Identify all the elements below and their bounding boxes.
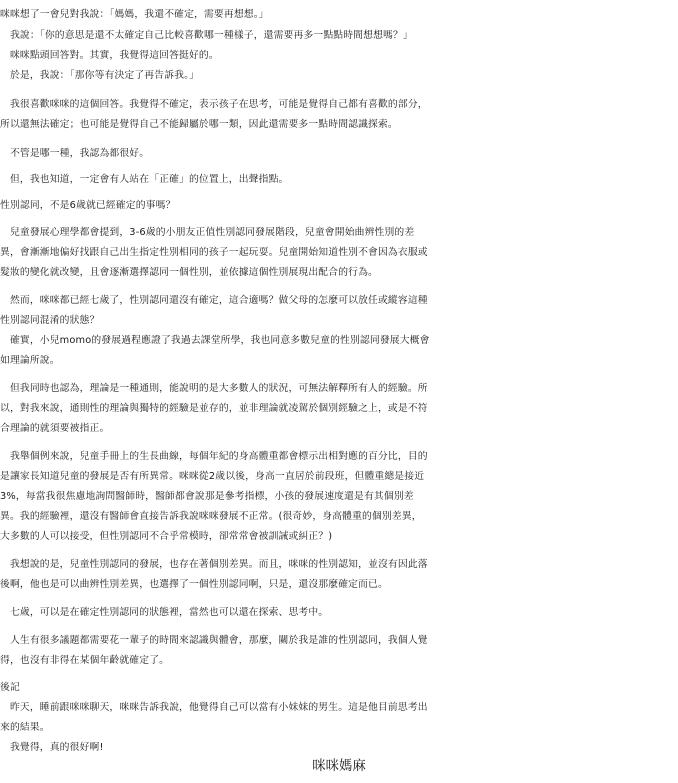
paragraph-line: 昨天，睡前跟咪咪聊天，咪咪告訴我說，他覺得自己可以當有小妹妹的男生。這是他目前思考出 [0, 702, 428, 713]
paragraph-line: 不管是哪一種，我認為都很好。 [0, 148, 150, 159]
paragraph-line: 髮妝的變化就改變，且會逐漸選擇認同一個性別，並依據這個性別展現出配合的行為。 [0, 267, 378, 278]
paragraph-line: 兒童發展心理學都會提到，3-6歲的小朋友正值性別認同發展階段，兒童會開始曲辨性別的差 [0, 227, 415, 238]
paragraph-line: 所以還無法確定；也可能是覺得自己不能歸屬於哪一類，因此還需要多一點時間認識探索。 [0, 119, 398, 130]
paragraph-line: 我說：「你的意思是還不太確定自己比較喜歡哪一種樣子，還需要再多一點點時間想想嗎？」 [0, 30, 413, 41]
paragraph-line: 七歲，可以是在確定性別認同的狀態裡，當然也可以還在探索、思考中。 [0, 607, 329, 618]
signature: 咪咪媽麻 [312, 759, 366, 774]
paragraph-line: 但，我也知道，一定會有人站在「正確」的位置上，出聲指點。 [0, 174, 289, 185]
paragraph-line: 我想說的是，兒童性別認同的發展，也存在著個別差異。而且，咪咪的性別認知，並沒有因此落 [0, 559, 428, 570]
paragraph-line: 然而，咪咪都已經七歲了，性別認同還沒有確定，這合適嗎？做父母的怎麼可以放任或縱容這種 [0, 295, 428, 306]
paragraph-line: 如理論所說。 [0, 355, 60, 366]
section-heading: 後記 [0, 682, 20, 693]
paragraph-line: 於是，我說：「那你等有決定了再告訴我。」 [0, 70, 200, 81]
paragraph-line: 異。我的經驗裡，還沒有醫師會直接告訴我說咪咪發展不正常。(很奇妙，身高體重的個別差異， [0, 511, 422, 522]
paragraph-line: 我很喜歡咪咪的這個回答。我覺得不確定，表示孩子在思考，可能是覺得自己都有喜歡的部分， [0, 99, 428, 110]
paragraph-line: 後啊，他也是可以曲辨性別差異，也選擇了一個性別認同啊，只是，還沒那麼確定而已。 [0, 579, 388, 590]
paragraph-line: 但我同時也認為，理論是一種通則，能說明的是大多數人的狀況，可無法解釋所有人的經驗。所 [0, 383, 428, 394]
paragraph-line: 來的結果。 [0, 722, 50, 733]
section-heading: 性別認同，不是6歲就已經確定的事嗎？ [0, 200, 176, 211]
paragraph-line: 是讓家長知道兒童的發展是否有所異常。咪咪從2歲以後，身高一直居於前段班，但體重總是接近 [0, 471, 425, 482]
paragraph-line: 大多數的人可以接受，但性別認同不合乎常模時，卻常常會被訓誡或糾正？) [0, 531, 333, 542]
paragraph-line: 咪咪想了一會兒對我說：「媽媽，我還不確定，需要再想想。」 [0, 9, 269, 20]
paragraph-line: 合理論的就須要被指正。 [0, 423, 110, 434]
paragraph-line: 3%，每當我很焦慮地詢問醫師時，醫師都會說那是參考指標，小孩的發展速度還是有其個別差 [0, 491, 414, 502]
paragraph-line: 性別認同混淆的狀態？ [0, 315, 100, 326]
paragraph-line: 以，對我來說，通則性的理論與獨特的經驗是並存的，並非理論就凌駕於個別經驗之上，或是不符 [0, 403, 428, 414]
paragraph-line: 我覺得，真的很好啊! [0, 742, 104, 753]
paragraph-line: 異，會漸漸地偏好找跟自己出生指定性別相同的孩子一起玩耍。兒童開始知道性別不會因為衣服或 [0, 247, 428, 258]
paragraph-line: 咪咪點頭回答對。其實，我覺得這回答挺好的。 [0, 50, 219, 61]
paragraph-line: 確實，小兒momo的發展過程應證了我過去課堂所學，我也同意多數兒童的性別認同發展大概會 [0, 335, 430, 346]
paragraph-line: 我舉個例來說，兒童手冊上的生長曲線，每個年紀的身高體重都會標示出相對應的百分比，目的 [0, 451, 428, 462]
paragraph-line: 得，也沒有非得在某個年齡就確定了。 [0, 655, 170, 666]
paragraph-line: 人生有很多議題都需要花一輩子的時間來認識與體會，那麼，關於我是誰的性別認同，我個人覺 [0, 635, 428, 646]
